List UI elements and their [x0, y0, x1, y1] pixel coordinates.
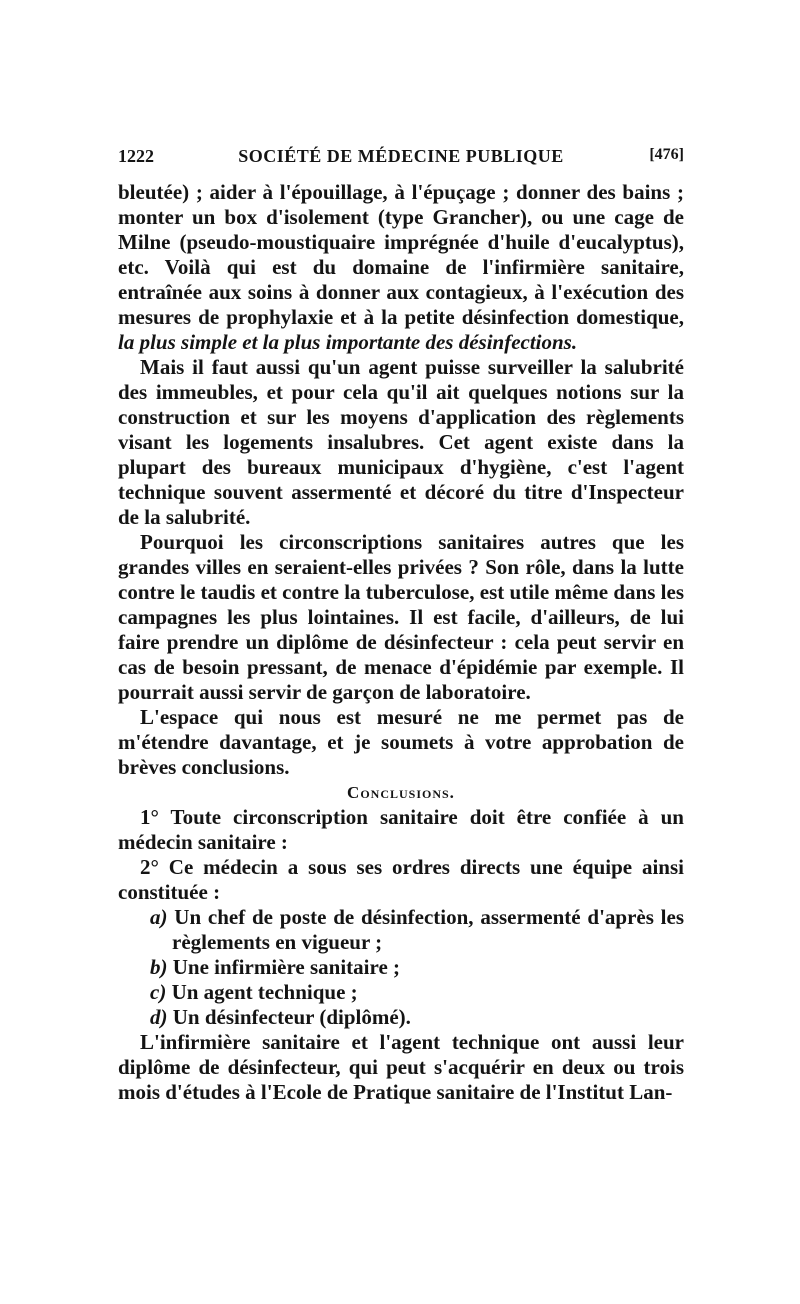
- paragraph-3: Pourquoi les circonscriptions sanitaires autres que les grandes villes en seraient-elles privées ? Son rôle, dans la lutte contre le taudis et contre la tuberculose, est utile même dans les campagnes les plus lointaines. Il est facile, d'ailleurs, de lui faire prendre un diplôme de désinfecteur : cela peut servir en cas de besoin pressant, de menace d'épidémie par exemple. Il pourrait aussi servir de garçon de laboratoire.: [118, 530, 684, 704]
- paragraph-2: Mais il faut aussi qu'un agent puisse surveiller la salubrité des immeubles, et pour cela qu'il ait quelques notions sur la construction et sur les moyens d'application des règlements visant les logements insalubres. Cet agent existe dans la plupart des bureaux municipaux d'hygiène, c'est l'agent technique souvent assermenté et décoré du titre d'Inspecteur de la salubrité.: [118, 355, 684, 529]
- list-item-b: [118, 955, 684, 980]
- paragraph-1-text: bleutée) ; aider à l'épouillage, à l'épuçage ; donner des bains ; monter un box d'isolement (type Grancher), ou une cage de Milne (pseudo-moustiquaire imprégnée d'huile d'eucalyptus), etc. Voilà qui est du domaine de l'infirmière sanitaire, entraînée aux soins à donner aux contagieux, à l'exécution des mesures de prophylaxie et à la petite désinfection domestique,: [118, 180, 684, 329]
- page-header: [118, 146, 684, 170]
- list-item-c: [118, 980, 684, 1005]
- list-letter-a: a): [150, 905, 168, 929]
- list-item-d: [118, 1005, 684, 1030]
- paragraph-1: [118, 180, 684, 355]
- list-letter-c: c): [150, 980, 167, 1004]
- page-number: 1222: [118, 146, 154, 166]
- conclusion-1: 1° Toute circonscription sanitaire doit être confiée à un médecin sanitaire :: [118, 805, 684, 854]
- running-title: SOCIÉTÉ DE MÉDECINE PUBLIQUE: [238, 146, 564, 166]
- list-text-a: Un chef de poste de désinfection, assermenté d'après les règlements en vigueur ;: [172, 905, 685, 954]
- paragraph-4: L'espace qui nous est mesuré ne me permet pas de m'étendre davantage, et je soumets à votre approbation de brèves conclusions.: [118, 705, 684, 779]
- list-text-c: Un agent technique ;: [171, 980, 358, 1004]
- paragraph-1-italic: la plus simple et la plus importante des désinfections.: [118, 330, 578, 354]
- page-body: [118, 180, 684, 1105]
- list-text-b: Une infirmière sanitaire ;: [172, 955, 401, 979]
- list-letter-d: d): [150, 1005, 168, 1029]
- list-text-d: Un désinfecteur (diplômé).: [172, 1005, 411, 1029]
- page-reference: [476]: [649, 146, 684, 163]
- conclusions-heading: Conclusions.: [347, 783, 455, 802]
- list-letter-b: b): [150, 955, 168, 979]
- final-paragraph: L'infirmière sanitaire et l'agent technique ont aussi leur diplôme de désinfecteur, qui peut s'acquérir en deux ou trois mois d'études à l'Ecole de Pratique sanitaire de l'Institut Lan-: [118, 1030, 684, 1104]
- list-item-a: [118, 905, 684, 955]
- conclusion-2: 2° Ce médecin a sous ses ordres directs une équipe ainsi constituée :: [118, 855, 684, 904]
